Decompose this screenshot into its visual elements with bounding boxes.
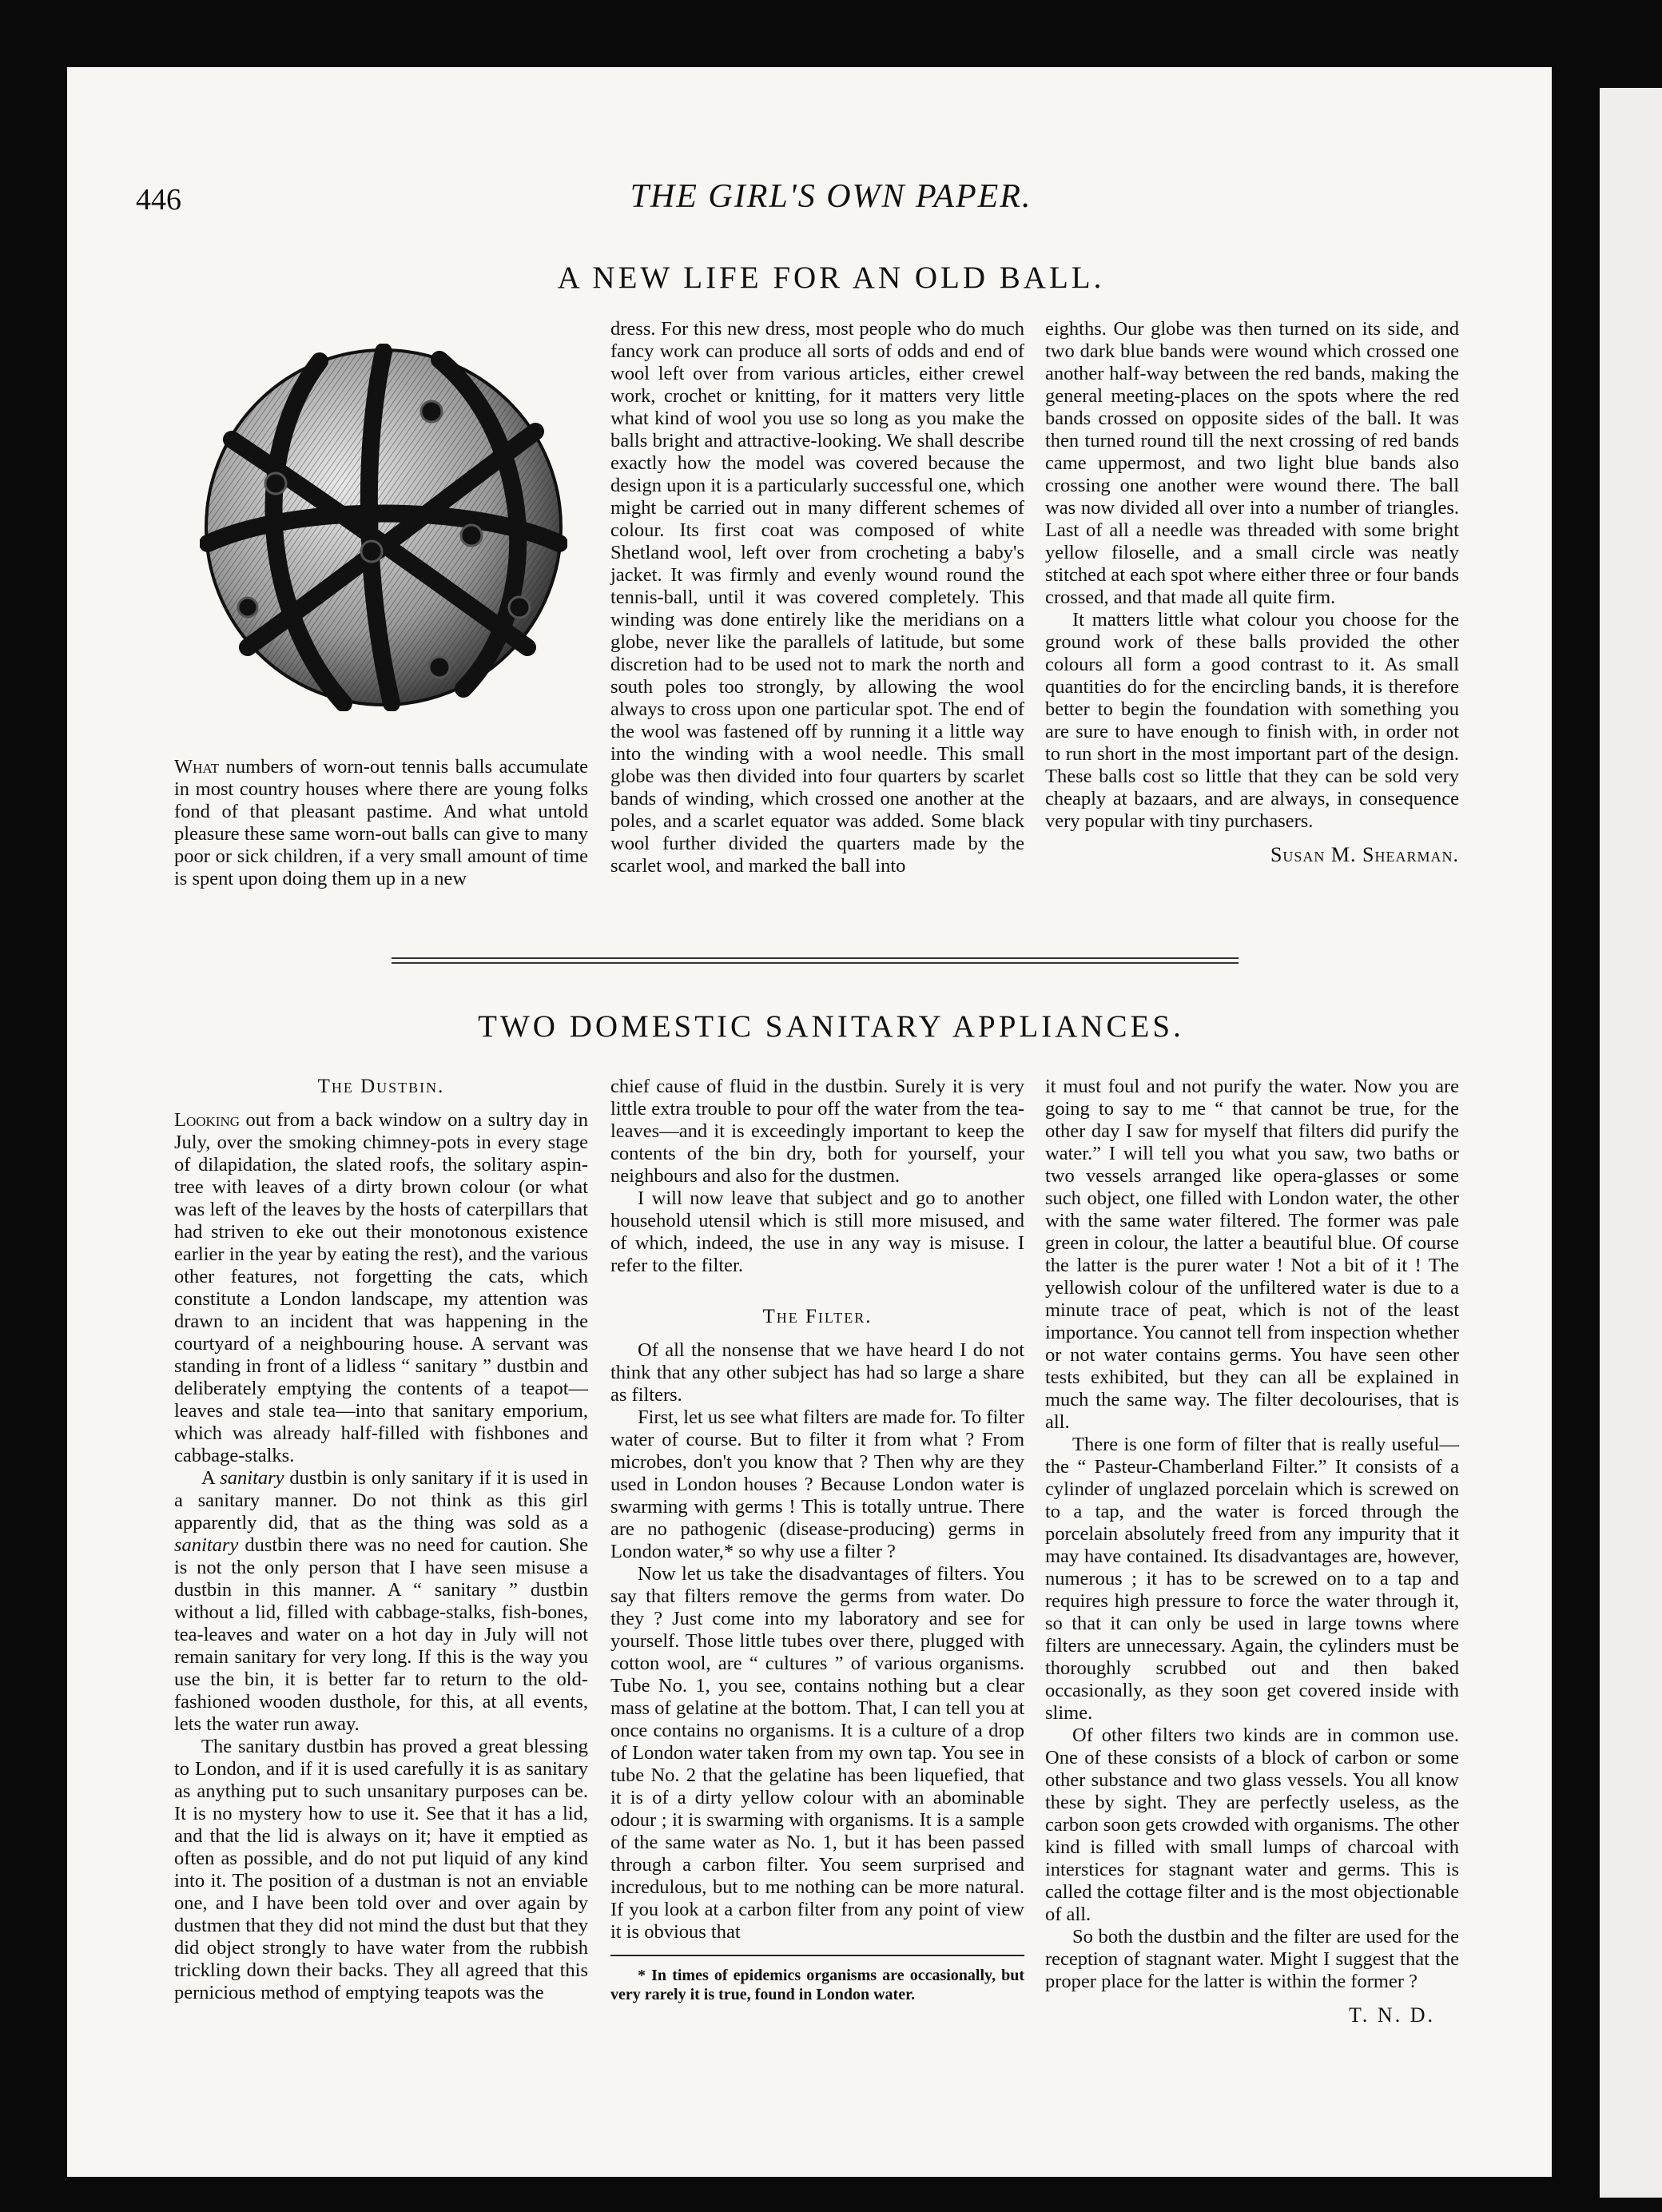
article2-paragraph: There is one form of filter that is really useful—the “ Pasteur-Chamberland Filter.” It consists of a cylinder of unglazed porcelain which is screwed on to a tap, and the water is forced through the porcelain absolutely freed from any impurity that it may have contained. Its disadvantages are, however, numerous ; it has to be screwed on to a tap and requires high pressure to force the water through it, so that it can only be used in large towns where filters are unnecessary. Again, the cylinders must be thoroughly scrubbed out and then baked occasionally, as they soon get covered inside with slime. — [1045, 1434, 1459, 1724]
drop-word: Looking — [174, 1109, 241, 1131]
next-page-edge — [1600, 88, 1662, 2198]
article2-paragraph — [174, 1109, 588, 1467]
paragraph-text: out from a back window on a sultry day in July, over the smoking chimney-pots in every stage of dilapidation, the slated roofs, the solitary aspin-tree with leaves of a dirty brown colour (or what was left of the leaves by the hosts of caterpillars that had striven to eke out their monotonous existence earlier in the year by eating the rest), and the various other features, not forgetting the cats, which constitute a London landscape, my attention was drawn to an incident that was happening in the courtyard of a neighbouring house. A servant was standing in front of a lidless “ sanitary ” dustbin and deliberately emptying the contents of a teapot—leaves and stale tea—into that sanitary emporium, which was already half-filled with fishbones and cabbage-stalks. — [174, 1109, 588, 1466]
article2-paragraph: it must foul and not purify the water. Now you are going to say to me “ that cannot be true, for the other day I saw for myself that filters did purify the water.” I will tell you what you saw, two baths or two vessels arranged like opera-glasses or some such object, one filled with London water, the other with the same water filtered. The former was pale green in colour, the latter a beautiful blue. Of course the latter is the purer water ! Not a bit of it ! The yellowish colour of the unfiltered water is due to a minute trace of peat, which is not of the least importance. You cannot tell from inspection whether or not water contains germs. You have seen other tests exhibited, but they can all be explained in much the same way. The filter decolourises, that is all. — [1045, 1076, 1459, 1433]
article2-paragraph: I will now leave that subject and go to another household utensil which is still more misused, and of which, indeed, the use in any way is misuse. I refer to the filter. — [610, 1188, 1024, 1276]
decorated-ball-illustration — [200, 344, 567, 711]
article2-paragraph: chief cause of fluid in the dustbin. Surely it is very little extra trouble to pour off the water from the tea-leaves—and it is exceedingly important to keep the contents of the bin dry, both for yourself, your neighbours and also for the dustmen. — [610, 1076, 1024, 1187]
subheading-filter: The Filter. — [762, 1306, 873, 1327]
article2-column-2 — [610, 1076, 1024, 2004]
article2-paragraph: The sanitary dustbin has proved a great blessing to London, and if it is used carefully it is as sanitary as anything put to such unsanitary purposes can be. It is no mystery how to use it. See that it has a lid, and that the lid is always on it; have it emptied as often as possible, and do not put liquid of any kind into it. The position of a dustman is not an enviable one, and I have been told over and over again by dustmen that they did not mind the dust but that they did object strongly to have water from the rubbish trickling down their backs. They all agreed that this pernicious method of emptying teapots was the — [174, 1736, 588, 2003]
article2-title: TWO DOMESTIC SANITARY APPLIANCES. — [478, 1009, 1184, 1044]
author-signature: Susan M. Shearman. — [1270, 843, 1459, 866]
article1-column-3 — [1045, 318, 1459, 866]
author-signature: T. N. D. — [1348, 2003, 1435, 2027]
article2-paragraph: Of other filters two kinds are in common use. One of these consists of a block of carbon or some other substance and two glass vessels. You all know these by sight. They are perfectly useless, as the carbon soon gets crowded with organisms. The other kind is filled with small lumps of charcoal with interstices for stagnant water and germs. This is called the cottage filter and is the most objectionable of all. — [1045, 1725, 1459, 1925]
section-divider — [392, 957, 1239, 967]
paragraph-text: numbers of worn-out tennis balls accumulate in most country houses where there are young folks fond of that pleasant pastime. And what untold pleasure these same worn-out balls can give to many poor or sick children, if a very small amount of time is spent upon doing them up in a new — [174, 756, 588, 889]
article1-paragraph — [174, 756, 588, 890]
article2-paragraph: Now let us take the disadvantages of filters. You say that filters remove the germs from water. Do they ? Just come into my laboratory and see for yourself. Those little tubes over there, plugged with cotton wool, are “ cultures ” of various organisms. Tube No. 1, you see, contains nothing but a clear mass of gelatine at the bottom. That, I can tell you at once contains no organisms. It is a culture of a drop of London water taken from my own tap. You see in tube No. 2 that the gelatine has been liquefied, that it is of a dirty yellow colour with an abominable odour ; it is swarming with organisms. It is a sample of the same water as No. 1, but it has been passed through a carbon filter. You seem surprised and incredulous, but to me nothing can be more natural. If you look at a carbon filter from any point of view it is obvious that — [610, 1563, 1024, 1943]
article2-column-3 — [1045, 1076, 1459, 2027]
article1-paragraph: eighths. Our globe was then turned on its side, and two dark blue bands were wound which crossed one another half-way between the red bands, making the general meeting-places on the spots where the red bands crossed on opposite sides of the ball. It was then turned round till the next crossing of red bands came uppermost, and two light blue bands also crossing one another were wound there. The ball was now divided all over into a number of triangles. Last of all a needle was threaded with some bright yellow filoselle, and a small circle was neatly stitched at each spot where either three or four bands crossed, and that made all quite firm. — [1045, 318, 1459, 608]
footnote-rule — [610, 1955, 1024, 1956]
article2-paragraph: A sanitary dustbin is only sanitary if it is used in a sanitary manner. Do not think as this girl apparently did, that as the thing was sold as a sanitary dustbin there was no need for caution. She is not the only person that I have seen misuse a dustbin in this manner. A “ sanitary ” dustbin without a lid, filled with cabbage-stalks, fish-bones, tea-leaves and water on a hot day in July will not remain sanitary for very long. If this is the way you use the bin, it is better far to return to the old-fashioned wooden dusthole, for this, at all events, lets the water run away. — [174, 1467, 588, 1735]
page-edge-shadow — [1552, 67, 1595, 2177]
article1-column-1 — [174, 756, 588, 890]
article1-column-2 — [610, 318, 1024, 877]
drop-word: What — [174, 756, 220, 778]
article2-paragraph: So both the dustbin and the filter are used for the reception of stagnant water. Might I suggest that the proper place for the latter is within the former ? — [1045, 1926, 1459, 1992]
article2-column-1 — [174, 1076, 588, 2004]
article2-paragraph: First, let us see what filters are made for. To filter water of course. But to filter it from what ? From microbes, don't you know that ? Then why are they used in London houses ? Because London water is swarming with germs ! This is totally untrue. There are no pathogenic (disease-producing) germs in London water,* so why use a filter ? — [610, 1406, 1024, 1562]
footnote: * In times of epidemics organisms are occasionally, but very rarely it is true, found in London water. — [610, 1967, 1024, 2003]
article2-paragraph: Of all the nonsense that we have heard I do not think that any other subject has had so large a share as filters. — [610, 1339, 1024, 1406]
running-title: THE GIRL'S OWN PAPER. — [630, 178, 1032, 215]
subheading-dustbin: The Dustbin. — [317, 1076, 445, 1097]
article1-paragraph: It matters little what colour you choose for the ground work of these balls provided the other colours all form a good contrast to it. As small quantities do for the encircling bands, it is therefore better to begin the foundation with something you are sure to have enough to finish with, in order not to run short in the most important part of the design. These balls cost so little that they can be sold very cheaply at bazaars, and are always, in consequence very popular with tiny purchasers. — [1045, 609, 1459, 832]
page-number: 446 — [136, 183, 181, 217]
article1-title: A NEW LIFE FOR AN OLD BALL. — [557, 261, 1105, 295]
article1-paragraph: dress. For this new dress, most people who do much fancy work can produce all sorts of odds and end of wool left over from various articles, either crewel work, crochet or knitting, for it matters very little what kind of wool you use so long as you make the balls bright and attractive-looking. We shall describe exactly how the model was covered because the design upon it is a particularly successful one, which might be carried out in many different schemes of colour. Its first coat was composed of white Shetland wool, left over from crocheting a baby's jacket. It was firmly and evenly wound round the tennis-ball, until it was covered completely. This winding was done entirely like the meridians on a globe, never like the parallels of latitude, but some discretion had to be used not to mark the north and south poles too strongly, by allowing the wool always to cross upon one particular spot. The end of the wool was fastened off by running it a little way into the winding with a wool needle. This small globe was then divided into four quarters by scarlet bands of winding, which crossed one another at the poles, and a scarlet equator was added. Some black wool further divided the quarters made by the scarlet wool, and marked the ball into — [610, 318, 1024, 877]
